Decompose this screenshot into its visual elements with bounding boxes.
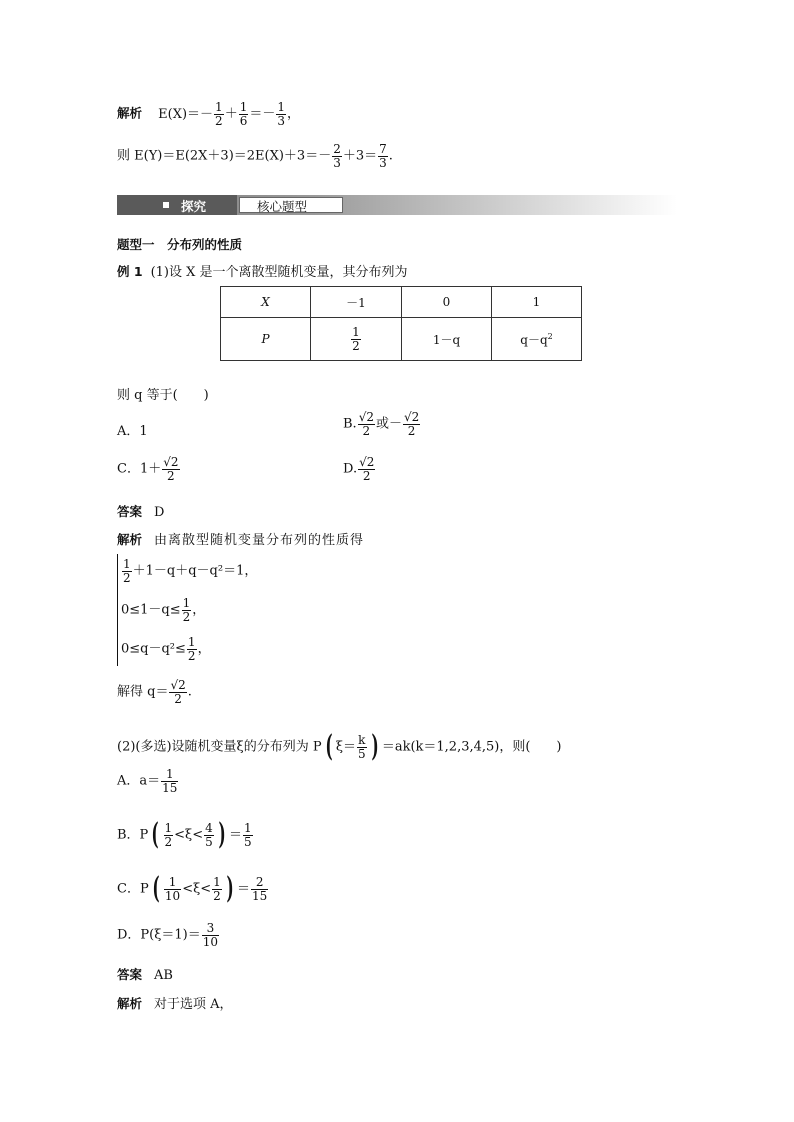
- system-line-1: $\frac{1}{2}$ ＋1－q＋q－q²＝1，: [123, 557, 258, 585]
- analysis-label: 解析: [117, 105, 143, 121]
- option-b: B. $\frac{√2}{2}$ 或－ $\frac{√2}{2}$: [343, 410, 420, 438]
- system-line-2: 0≤1－q≤ $\frac{1}{2}$ ，: [121, 596, 206, 624]
- example-label: 例 1: [117, 264, 143, 279]
- question-2: (2)(多选)设随机变量ξ的分布列为 P ( ξ＝ $\frac{k}{5}$ ) ＝ak(k＝1,2,3,4,5)，则( ): [117, 729, 562, 764]
- option-c: C．1＋ $\frac{√2}{2}$: [117, 455, 179, 483]
- table-cell: －1: [311, 287, 402, 318]
- system-line-3: 0≤q－q²≤ $\frac{1}{2}$ ，: [121, 635, 211, 663]
- option-2d: D．P(ξ＝1)＝ $\frac{3}{10}$: [117, 921, 219, 949]
- answer-value: D: [154, 505, 165, 520]
- fraction: $\frac{1}{2}$: [215, 100, 223, 128]
- answer-label: 答案: [117, 504, 143, 519]
- table-cell: $q-q^2$: [492, 318, 582, 361]
- analysis-label: 解析: [117, 532, 143, 547]
- analysis-1: [117, 529, 364, 548]
- solution-line: 解得 q＝ $\frac{√2}{2}$ .: [117, 678, 192, 706]
- answer-value: AB: [154, 968, 173, 983]
- banner-left-text: 探究: [181, 199, 207, 214]
- answer-2: [117, 965, 173, 983]
- fraction: $\frac{1}{3}$: [277, 100, 285, 128]
- answer-1: [117, 502, 164, 520]
- answer-label: 答案: [117, 967, 143, 982]
- table-cell: 1: [492, 287, 582, 318]
- analysis-2: [117, 993, 233, 1012]
- table-cell: P: [221, 318, 311, 361]
- section-title: 题型一 分布列的性质: [117, 237, 243, 252]
- option-a: A．1: [117, 424, 148, 439]
- square-bullet-icon: [163, 202, 169, 208]
- option-2b: B．P ( $\frac{1}{2}$ <ξ< $\frac{4}{5}$ ) ＝ $\frac{1}{5}$: [117, 817, 252, 852]
- table-cell: 1－q: [402, 318, 492, 361]
- option-2c: C．P ( $\frac{1}{10}$ <ξ< $\frac{1}{2}$ ) ＝ $\frac{2}{15}$: [117, 871, 268, 906]
- analysis-text: 由离散型随机变量分布列的性质得: [154, 533, 365, 548]
- fraction: $\frac{1}{6}$: [239, 100, 248, 128]
- option-2a: A．a＝ $\frac{1}{15}$: [117, 767, 178, 795]
- analysis-text: 对于选项 A，: [154, 997, 233, 1012]
- expectation-text: E(X)＝－: [158, 106, 214, 122]
- table-cell: 0: [402, 287, 492, 318]
- question-1: 则 q 等于( ): [117, 388, 209, 403]
- option-d: D. $\frac{√2}{2}$: [343, 455, 375, 483]
- example-text: (1)设 X 是一个离散型随机变量，其分布列为: [150, 265, 408, 280]
- analysis-line-1: 解析 E(X)＝－ $\frac{1}{2}$ ＋ $\frac{1}{6}$ ＝－ $\frac{1}{3}$ ，: [117, 100, 301, 128]
- fraction: $\frac{2}{3}$: [333, 142, 341, 170]
- example-1-heading: [117, 261, 408, 280]
- distribution-table: [220, 286, 582, 361]
- section-banner: [117, 195, 677, 215]
- banner-right-text: 核心题型: [257, 199, 308, 214]
- fraction: $\frac{7}{3}$: [379, 142, 387, 170]
- analysis-line-2: 则 E(Y)＝E(2X＋3)＝2E(X)＋3＝－ $\frac{2}{3}$ ＋3＝ $\frac{7}{3}$ .: [117, 142, 393, 170]
- analysis-label: 解析: [117, 996, 143, 1011]
- table-cell: $\frac{1}{2}$: [311, 318, 402, 361]
- table-cell: X: [221, 287, 311, 318]
